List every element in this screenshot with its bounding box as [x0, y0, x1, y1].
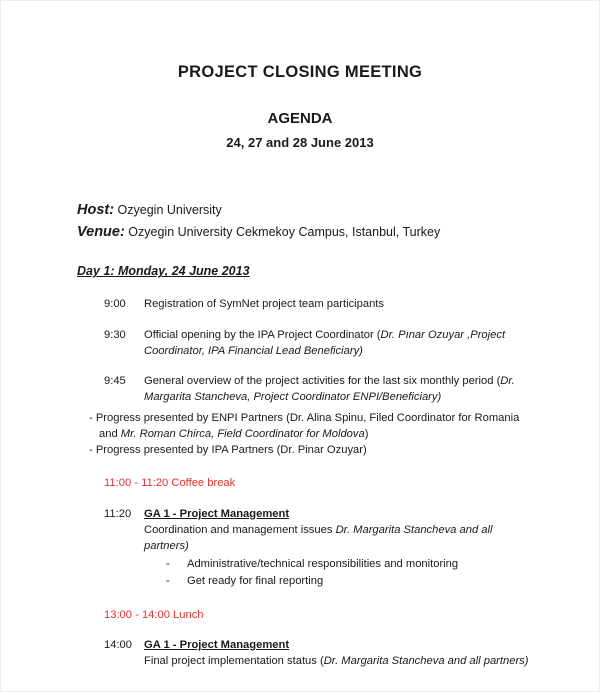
meta-block — [1, 150, 599, 243]
lunch-break-line: 13:00 - 14:00 Lunch — [104, 608, 204, 621]
agenda-text-italic: Dr. Margarita Stancheva, Project Coordinator ENPI/Beneficiary) — [144, 374, 515, 403]
agenda-time: 9:00 — [104, 298, 126, 311]
agenda-text — [144, 327, 537, 359]
host-line — [77, 199, 539, 221]
agenda-row-900 — [1, 296, 599, 312]
agenda-text — [144, 637, 537, 669]
agenda-time: 14:00 — [104, 638, 132, 651]
host-value: Ozyegin University — [114, 203, 222, 218]
agenda-subbullets — [144, 556, 537, 590]
progress-note-ipa: - Progress presented by IPA Partners (Dr. Pinar Ozuyar) — [89, 444, 367, 457]
agenda-session-heading: GA 1 - Project Management — [144, 638, 290, 651]
title-block — [1, 1, 599, 150]
coffee-break-line: 11:00 - 11:20 Coffee break — [104, 477, 236, 490]
agenda-text-italic: Dr. Margarita Stancheva and all partners) — [323, 654, 529, 667]
agenda-text — [144, 506, 537, 590]
agenda-text-plain: Final project implementation status ( — [144, 654, 324, 667]
agenda-subbullet — [144, 556, 537, 573]
agenda-row-945 — [1, 373, 599, 405]
agenda-text-italic: Dr. Pınar Ozuyar ,Project Coordinator, IPA Financial Lead Beneficiary) — [144, 328, 506, 357]
venue-line — [77, 221, 539, 243]
agenda-time: 9:45 — [104, 374, 126, 387]
agenda-list — [1, 278, 599, 668]
agenda-subbullet-text: Administrative/technical responsibilities and monitoring — [187, 557, 459, 570]
agenda-text-plain: General overview of the project activities for the last six monthly period ( — [144, 374, 501, 387]
agenda-session-heading: GA 1 - Project Management — [144, 507, 290, 520]
agenda-time: 9:30 — [104, 328, 126, 341]
agenda-time: 11:20 — [104, 507, 132, 520]
agenda-text-italic: Dr. Margarita Stancheva and all partners) — [144, 523, 493, 552]
day-heading — [1, 243, 599, 278]
page-title: PROJECT CLOSING MEETING — [177, 63, 423, 81]
venue-value: Ozyegin University Cekmekoy Campus, Istanbul, Turkey — [124, 225, 441, 240]
agenda-subbullet-text: Get ready for final reporting — [187, 574, 324, 587]
bullet-dash-icon: - — [166, 574, 170, 587]
agenda-text — [144, 373, 537, 405]
progress-note-enpi — [89, 410, 541, 442]
progress-note-plain: - Progress presented by ENPI Partners (Dr. Alina Spinu, Filed Coordinator for Romania and — [89, 412, 520, 441]
bullet-dash-icon: - — [166, 557, 170, 570]
agenda-row-930 — [1, 327, 599, 359]
agenda-row-1120 — [1, 506, 599, 590]
agenda-text-plain: Official opening by the IPA Project Coordinator ( — [144, 328, 381, 341]
progress-notes — [1, 410, 599, 458]
agenda-subbullet — [144, 573, 537, 590]
agenda-text-plain: Coordination and management issues — [144, 523, 336, 536]
agenda-row-1400 — [1, 637, 599, 669]
progress-note-tail: ) — [364, 428, 369, 441]
progress-note-italic: Mr. Roman Chirca, Field Coordinator for Moldova — [120, 428, 365, 441]
document-dates: 24, 27 and 28 June 2013 — [226, 134, 374, 150]
host-label: Host: — [77, 202, 115, 219]
venue-label: Venue: — [77, 224, 125, 241]
document-subtitle: AGENDA — [267, 109, 333, 127]
day-heading-text: Day 1: Monday, 24 June 2013 — [77, 264, 250, 279]
agenda-text: Registration of SymNet project team participants — [144, 298, 385, 311]
